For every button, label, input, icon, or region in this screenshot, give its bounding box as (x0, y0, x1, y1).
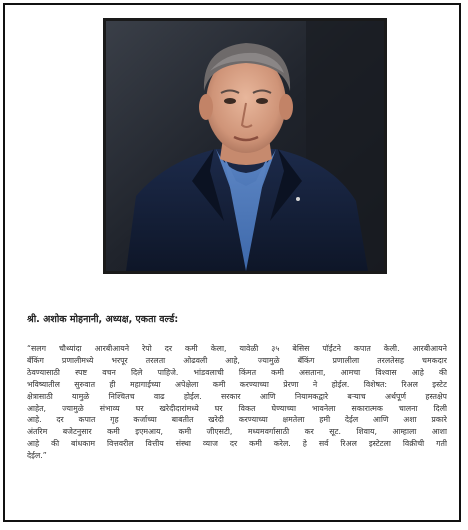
quote-line: ठेवण्यासाठी स्पष्ट वचन दिले पाहिजे. भांडवलाची किंमत कमी असताना, आमचा विश्वास आहे की (27, 367, 447, 377)
portrait-photo (103, 18, 387, 274)
quote-line: आहे. दर कपात गृह कर्जाच्या बाबतीत खरेदी करण्याच्या क्षमतेला हमी देईल आणि अशा प्रकारे (27, 415, 447, 425)
quote-text (27, 343, 447, 462)
quote-line: भविष्यातील सुरुवात ही महागाईच्या अपेक्षेला कमी करण्याच्या प्रेरणा ने होईल. विशेषत: रिअल इस्टेट (27, 379, 447, 389)
quote-line: बँकिंग प्रणालीमध्ये भरपूर तरलता ओढवली आहे, ज्यामुळे बँकिंग प्रणालीला तरलतेसह चमकदार (27, 355, 447, 365)
quote-line: आहेत, ज्यामुळे संभाव्य घर खरेदीदारांमध्ये घर विकत घेण्याच्या भावनेला सकारात्मक चालना दिली (27, 403, 447, 413)
portrait-illustration (106, 21, 384, 271)
quote-line: देईल.” (27, 451, 47, 461)
quote-line: अंतरिम बजेटनुसार कमी इएमआय, कमी जीएसटी, मध्यमवर्गासाठी कर सूट. शिवाय, आम्हाला आशा (27, 427, 447, 437)
article-frame (3, 3, 461, 522)
speaker-caption: श्री. अशोक मोहनानी, अध्यक्ष, एकता वर्ल्ड: (27, 314, 179, 325)
quote-line: आहे की बांधकाम वित्तवरील वित्तीय संस्था व्याज दर कमी करेल. हे सर्व रिअल इस्टेटला विक्रीची गती (27, 439, 447, 449)
quote-line: क्षेत्रासाठी यामुळे निश्चितच वाढ होईल. सरकार आणि नियामकद्वारे बऱ्याच अर्थपूर्ण हस्तक्षेप (27, 391, 447, 401)
quote-line: “सलग चौथ्यांदा आरबीआयने रेपो दर कमी केला, यावेळी ३५ बेसिस पॉईंटने कपात केली. आरबीआयने (27, 344, 447, 353)
